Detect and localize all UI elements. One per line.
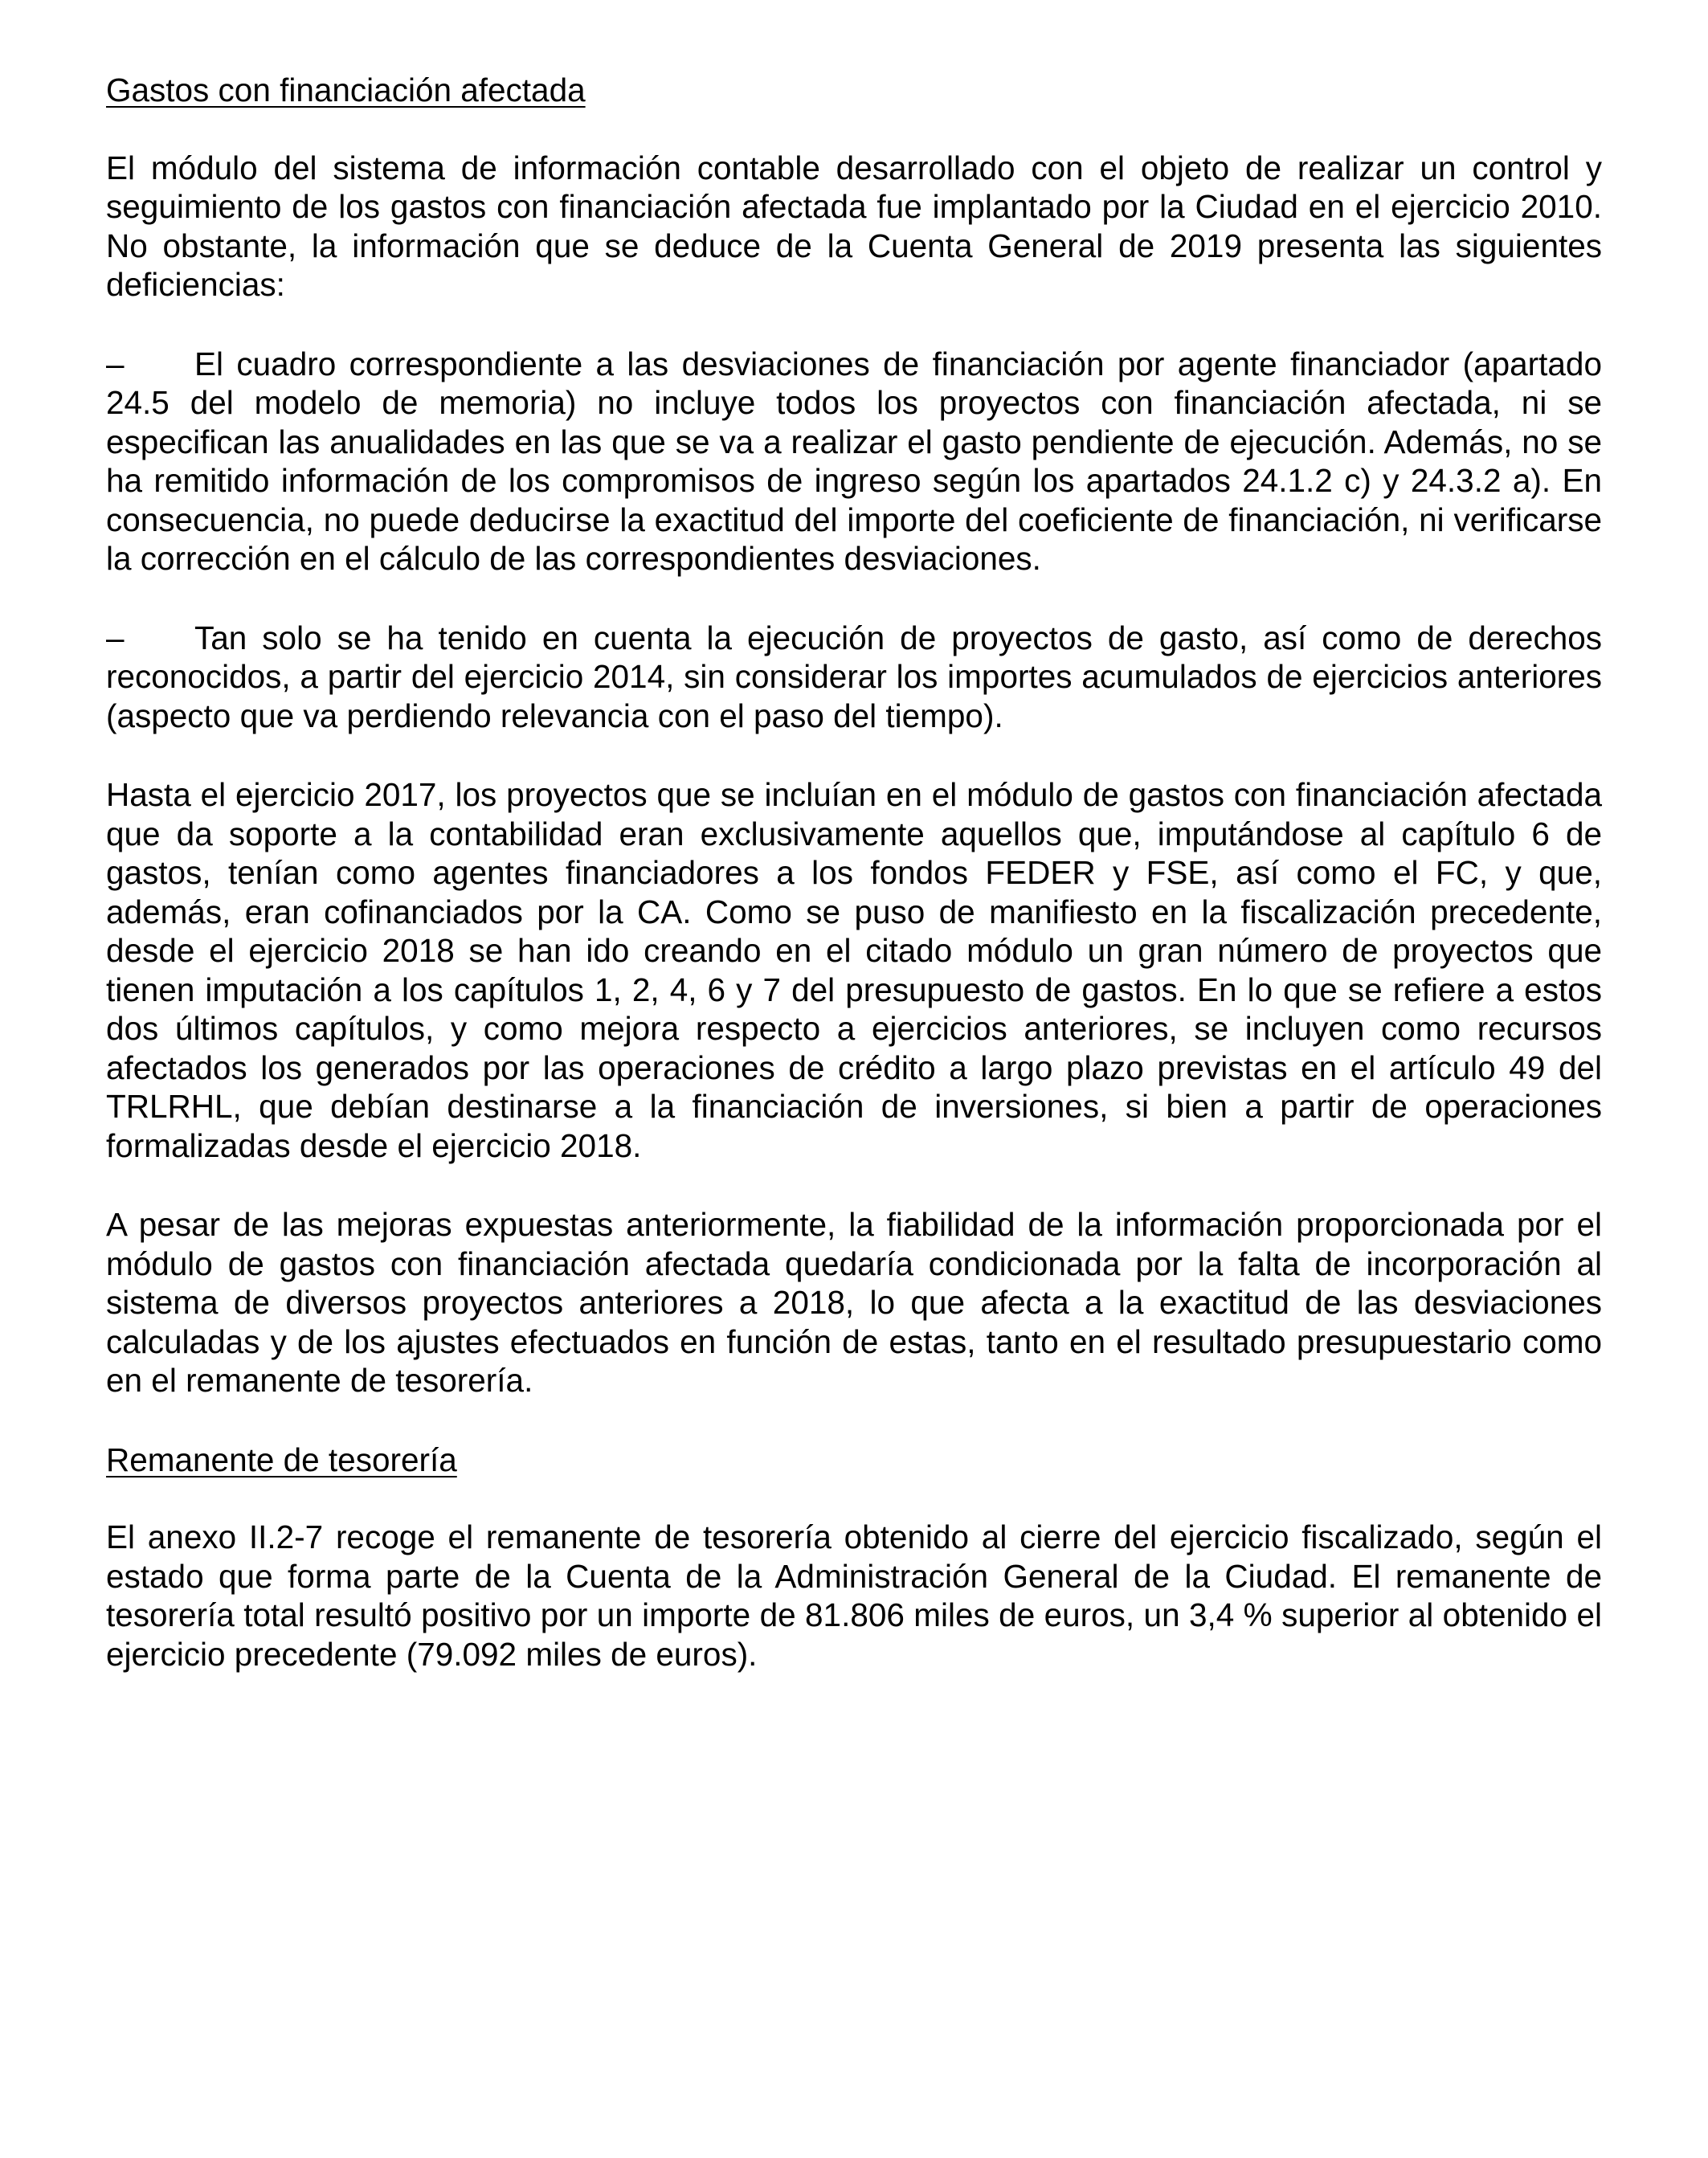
spacer	[106, 1400, 1602, 1441]
section-heading-remanente: Remanente de tesorería	[106, 1441, 457, 1478]
paragraph-hasta-2017: Hasta el ejercicio 2017, los proyectos que se incluían en el módulo de gastos con financiación afectada que da soporte a la contabilidad eran exclusivamente aquellos que, imputándose al capítulo 6 de gastos, tenían como agentes financiadores a los fondos FEDER y FSE, así como el FC, y que, además, eran cofinanciados por la CA. Como se puso de manifiesto en la fiscalización precedente, desde el ejercicio 2018 se han ido creando en el citado módulo un gran número de proyectos que tienen imputación a los capítulos 1, 2, 4, 6 y 7 del presupuesto de gastos. En lo que se refiere a estos dos últimos capítulos, y como mejora respecto a ejercicios anteriores, se incluyen como recursos afectados los generados por las operaciones de crédito a largo plazo previstas en el artículo 49 del TRLRHL, que debían destinarse a la financiación de inversiones, si bien a partir de operaciones formalizadas desde el ejercicio 2018.	[106, 776, 1602, 1164]
intro-paragraph: El módulo del sistema de información contable desarrollado con el objeto de realizar un control y seguimiento de los gastos con financiación afectada fue implantado por la Ciudad en el ejercicio 2010. No obstante, la información que se deduce de la Cuenta General de 2019 presenta las siguientes deficiencias:	[106, 149, 1602, 303]
bullet-text: El cuadro correspondiente a las desviaciones de financiación por agente financiador (apartado 24.5 del modelo de memoria) no incluye todos los proyectos con financiación afectada, ni se especifican las anualidades en las que se va a realizar el gasto pendiente de ejecución. Además, no se ha remitido información de los compromisos de ingreso según los apartados 24.1.2 c) y 24.3.2 a). En consecuencia, no puede deducirse la exactitud del importe del coeficiente de financiación, ni verificarse la corrección en el cálculo de las correspondientes desviaciones.	[106, 345, 1602, 577]
section-heading-gastos: Gastos con financiación afectada	[106, 72, 586, 108]
dash-marker: –	[106, 619, 125, 656]
spacer	[106, 578, 1602, 619]
spacer	[106, 110, 1602, 149]
dash-marker: –	[106, 345, 125, 382]
paragraph-mejoras: A pesar de las mejoras expuestas anteriormente, la fiabilidad de la información proporcionada por el módulo de gastos con financiación afectada quedaría condicionada por la falta de incorporación al sistema de diversos proyectos anteriores a 2018, lo que afecta a la exactitud de las desviaciones calculadas y de los ajustes efectuados en función de estas, tanto en el resultado presupuestario como en el remanente de tesorería.	[106, 1206, 1602, 1399]
bullet-item-1	[106, 345, 1602, 578]
spacer	[106, 304, 1602, 345]
spacer	[106, 1479, 1602, 1518]
bullet-text: Tan solo se ha tenido en cuenta la ejecución de proyectos de gasto, así como de derechos reconocidos, a partir del ejercicio 2014, sin considerar los importes acumulados de ejercicios anteriores (aspecto que va perdiendo relevancia con el paso del tiempo).	[106, 619, 1602, 734]
spacer	[106, 735, 1602, 775]
paragraph-remanente: El anexo II.2-7 recoge el remanente de tesorería obtenido al cierre del ejercicio fiscalizado, según el estado que forma parte de la Cuenta de la Administración General de la Ciudad. El remanente de tesorería total resultó positivo por un importe de 81.806 miles de euros, un 3,4 % superior al obtenido el ejercicio precedente (79.092 miles de euros).	[106, 1518, 1602, 1673]
spacer	[106, 1165, 1602, 1205]
document-page	[106, 71, 1602, 1674]
bullet-item-2	[106, 619, 1602, 736]
